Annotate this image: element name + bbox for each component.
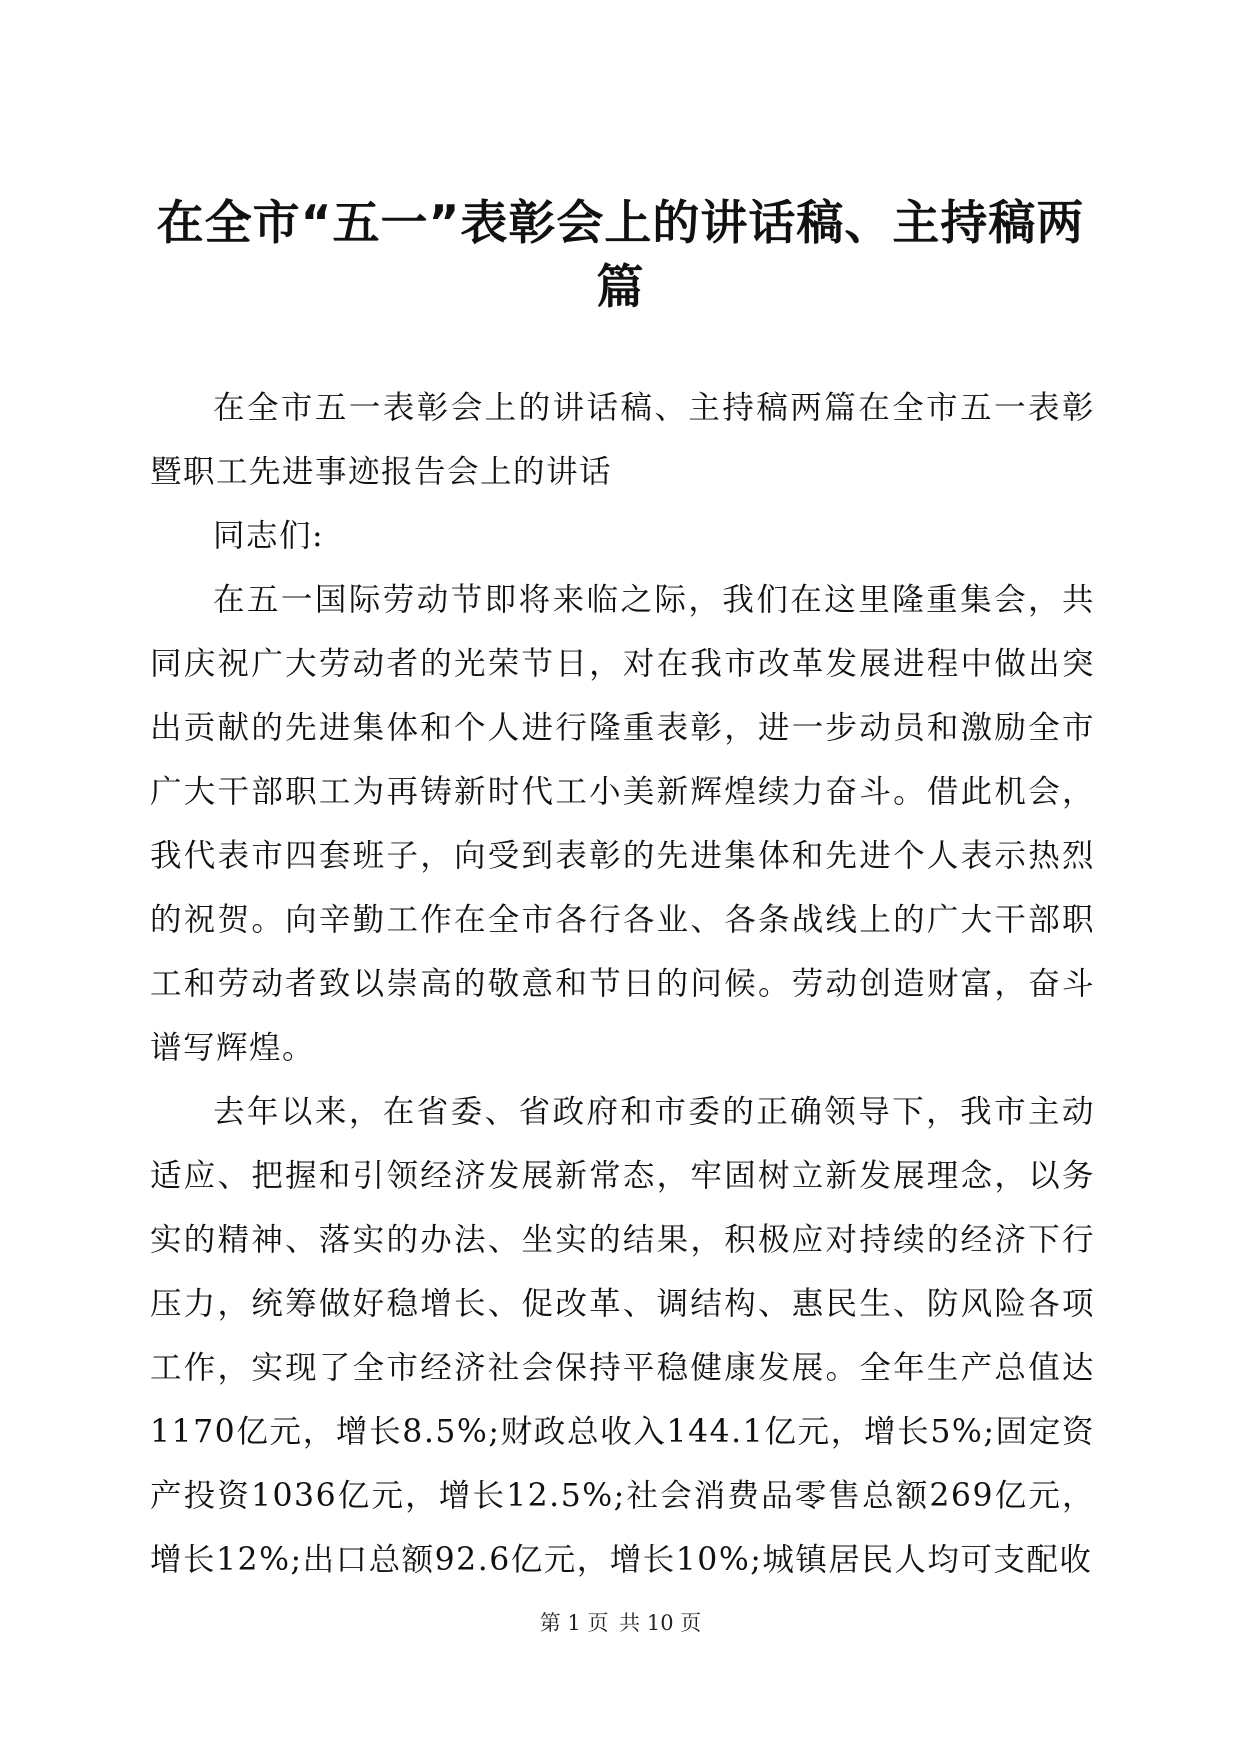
- paragraph-intro: 在全市五一表彰会上的讲话稿、主持稿两篇在全市五一表彰暨职工先进事迹报告会上的讲话: [150, 390, 1095, 490]
- page-number: 第 1 页: [539, 1611, 609, 1635]
- paragraph-salutation: 同志们:: [213, 518, 325, 554]
- page-total: 共 10 页: [619, 1611, 702, 1635]
- document-title: 在全市“五一”表彰会上的讲话稿、主持稿两篇: [156, 196, 1085, 315]
- paragraph-opening: 在五一国际劳动节即将来临之际，我们在这里隆重集会，共同庆祝广大劳动者的光荣节日，对在我市改革发展进程中做出突出贡献的先进集体和个人进行隆重表彰，进一步动员和激励全市广大干部职工为再铸新时代工小美新辉煌续力奋斗。借此机会，我代表市四套班子，向受到表彰的先进集体和先进个人表示热烈的祝贺。向辛勤工作在全市各行各业、各条战线上的广大干部职工和劳动者致以崇高的敬意和节日的问候。劳动创造财富，奋斗谱写辉煌。: [150, 582, 1095, 1066]
- page-footer: [0, 1609, 1241, 1637]
- paragraph-achievements: 去年以来，在省委、省政府和市委的正确领导下，我市主动适应、把握和引领经济发展新常态，牢固树立新发展理念，以务实的精神、落实的办法、坐实的结果，积极应对持续的经济下行压力，统筹做好稳增长、促改革、调结构、惠民生、防风险各项工作，实现了全市经济社会保持平稳健康发展。全年生产总值达1170亿元，增长8.5%;财政总收入144.1亿元，增长5%;固定资产投资1036亿元，增长12.5%;社会消费品零售总额269亿元，增长12%;出口总额92.6亿元，增长10%;城镇居民人均可支配收: [150, 1094, 1095, 1578]
- document-body: [150, 376, 1095, 1592]
